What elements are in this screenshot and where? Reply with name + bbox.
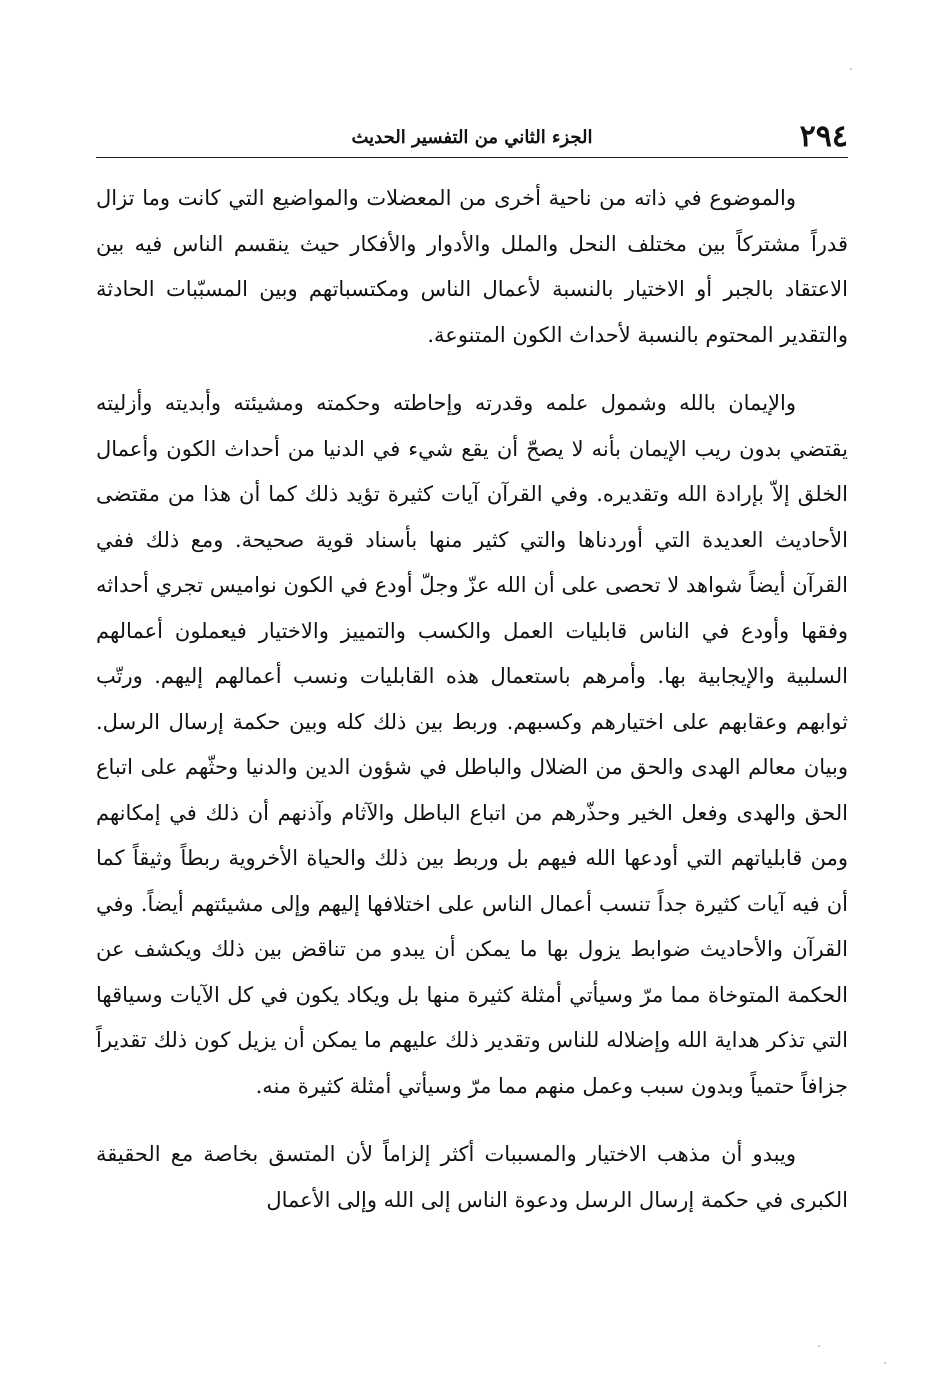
body-text	[96, 176, 848, 1223]
paper-speck	[818, 1345, 820, 1347]
page-number: ٢٩٤	[799, 119, 848, 154]
paragraph-2: والإيمان بالله وشمول علمه وقدرته وإحاطته وحكمته ومشيئته وأبديته وأزليته يقتضي بدون ريب الإيمان بأنه لا يصحّ أن يقع شيء في الدنيا من أحداث الكون وأعمال الخلق إلاّ بإرادة الله وتقديره. وفي القرآن آيات كثيرة تؤيد ذلك كما أن هذا من مقتضى الأحاديث العديدة التي أوردناها والتي كثير منها بأسناد قوية صحيحة. ومع ذلك ففي القرآن أيضاً شواهد لا تحصى على أن الله عزّ وجلّ أودع في الكون نواميس تجري أحداثه وفقها وأودع في الناس قابليات العمل والكسب والتمييز والاختيار فيعملون أعمالهم السلبية والإيجابية بها. وأمرهم باستعمال هذه القابليات ونسب أعمالهم إليهم. ورتّب ثوابهم وعقابهم على اختيارهم وكسبهم. وربط بين ذلك كله وبين حكمة إرسال الرسل. وبيان معالم الهدى والحق من الضلال والباطل في شؤون الدين والدنيا وحثّهم على اتباع الحق والهدى وفعل الخير وحذّرهم من اتباع الباطل والآثام وآذنهم أن ذلك في إمكانهم ومن قابلياتهم التي أودعها الله فيهم بل وربط بين ذلك والحياة الأخروية ربطاً وثيقاً كما أن فيه آيات كثيرة جداً تنسب أعمال الناس على اختلافها إليهم وإلى مشيئتهم أيضاً. وفي القرآن والأحاديث ضوابط يزول بها ما يمكن أن يبدو من تناقض بين ذلك ويكشف عن الحكمة المتوخاة مما مرّ وسيأتي أمثلة كثيرة منها بل ويكاد يكون في كل الآيات وسياقها التي تذكر هداية الله وإضلاله للناس وتقدير ذلك عليهم ما يمكن أن يزيل كون ذلك تقديراً جزافاً حتمياً وبدون سبب وعمل منهم مما مرّ وسيأتي أمثلة كثيرة منه.	[96, 391, 848, 1098]
running-header	[96, 118, 848, 158]
paper-speck	[884, 1362, 886, 1364]
paragraph-1: والموضوع في ذاته من ناحية أخرى من المعضلات والمواضيع التي كانت وما تزال قدراً مشتركاً بين مختلف النحل والملل والأدوار والأفكار حيث ينقسم الناس فيه بين الاعتقاد بالجبر أو الاختيار بالنسبة لأعمال الناس ومكتسباتهم وبين المسبّبات الحادثة والتقدير المحتوم بالنسبة لأحداث الكون المتنوعة.	[96, 186, 848, 347]
header-rule	[96, 157, 848, 158]
running-title: الجزء الثاني من التفسير الحديث	[351, 127, 593, 148]
paragraph-3: ويبدو أن مذهب الاختيار والمسببات أكثر إلزاماً لأن المتسق بخاصة مع الحقيقة الكبرى في حكمة إرسال الرسل ودعوة الناس إلى الله وإلى الأعمال	[96, 1142, 848, 1212]
paper-speck	[850, 68, 852, 70]
